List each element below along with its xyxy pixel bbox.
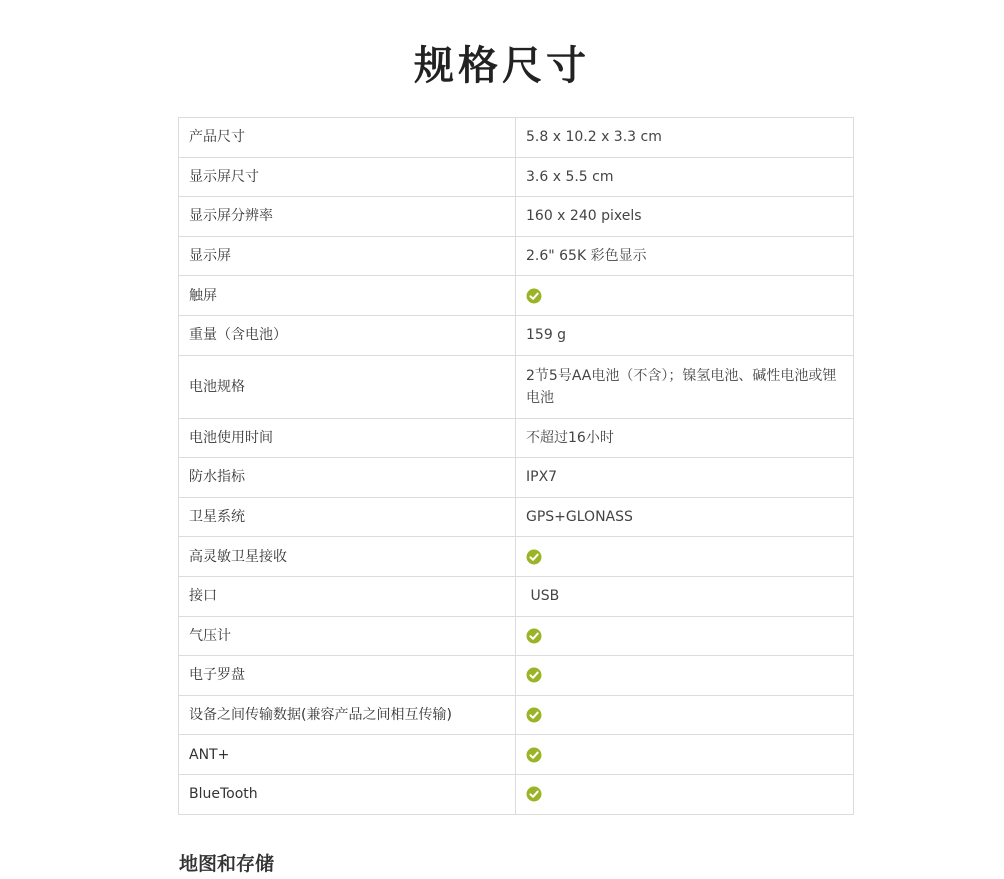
spec-value-text: IPX7: [526, 469, 558, 486]
spec-value: [516, 616, 854, 656]
spec-label: 电池使用时间: [179, 418, 516, 458]
table-row: [179, 497, 854, 537]
table-row: [179, 537, 854, 577]
spec-label: 卫星系统: [179, 497, 516, 537]
table-row: [179, 576, 854, 616]
spec-value-text: 159 g: [526, 327, 567, 344]
spec-value: [516, 735, 854, 775]
table-row: [179, 656, 854, 696]
spec-value: [516, 695, 854, 735]
spec-label: 气压计: [179, 616, 516, 656]
spec-value: [516, 315, 854, 355]
spec-value-text: 5.8 x 10.2 x 3.3 cm: [526, 129, 662, 146]
spec-value-text: 160 x 240 pixels: [526, 208, 642, 225]
spec-label: 高灵敏卫星接收: [179, 537, 516, 577]
spec-value: [516, 537, 854, 577]
spec-label: 防水指标: [179, 458, 516, 498]
check-circle-icon: [526, 288, 542, 304]
spec-value-text: USB: [526, 588, 560, 605]
spec-value: [516, 458, 854, 498]
spec-value: [516, 576, 854, 616]
table-row: [179, 774, 854, 814]
spec-label: 显示屏: [179, 236, 516, 276]
spec-value: [516, 355, 854, 418]
table-row: [179, 695, 854, 735]
spec-value-text: 2节5号AA电池（不含）；镍氢电池、碱性电池或锂电池: [526, 367, 837, 406]
table-row: [179, 157, 854, 197]
spec-value: [516, 418, 854, 458]
spec-label: 重量（含电池）: [179, 315, 516, 355]
check-circle-icon: [526, 747, 542, 763]
spec-value-text: 不超过16小时: [526, 429, 614, 446]
table-row: [179, 197, 854, 237]
spec-label: 接口: [179, 576, 516, 616]
spec-label: 产品尺寸: [179, 118, 516, 158]
spec-value: [516, 197, 854, 237]
table-row: [179, 735, 854, 775]
table-row: [179, 276, 854, 316]
table-row: [179, 118, 854, 158]
check-circle-icon: [526, 549, 542, 565]
spec-value-text: GPS+GLONASS: [526, 509, 633, 526]
table-row: [179, 236, 854, 276]
spec-value-text: 3.6 x 5.5 cm: [526, 168, 614, 185]
spec-value: [516, 236, 854, 276]
table-row: [179, 458, 854, 498]
spec-value: [516, 774, 854, 814]
check-circle-icon: [526, 786, 542, 802]
table-row: [179, 418, 854, 458]
spec-label: 电池规格: [179, 355, 516, 418]
spec-value: [516, 276, 854, 316]
spec-value: [516, 118, 854, 158]
spec-label: ANT+: [179, 735, 516, 775]
spec-label: BlueTooth: [179, 774, 516, 814]
spec-table: [178, 117, 854, 815]
spec-label: 显示屏分辨率: [179, 197, 516, 237]
check-circle-icon: [526, 667, 542, 683]
section-heading-maps-storage: 地图和存储: [179, 853, 275, 875]
spec-value: [516, 497, 854, 537]
spec-value: [516, 656, 854, 696]
check-circle-icon: [526, 628, 542, 644]
spec-table-body: [179, 118, 854, 815]
spec-label: 显示屏尺寸: [179, 157, 516, 197]
table-row: [179, 616, 854, 656]
spec-label: 设备之间传输数据(兼容产品之间相互传输): [179, 695, 516, 735]
spec-label: 触屏: [179, 276, 516, 316]
spec-value-text: 2.6" 65K 彩色显示: [526, 248, 647, 265]
table-row: [179, 355, 854, 418]
page-title: 规格尺寸: [414, 43, 590, 89]
spec-label: 电子罗盘: [179, 656, 516, 696]
spec-value: [516, 157, 854, 197]
check-circle-icon: [526, 707, 542, 723]
table-row: [179, 315, 854, 355]
